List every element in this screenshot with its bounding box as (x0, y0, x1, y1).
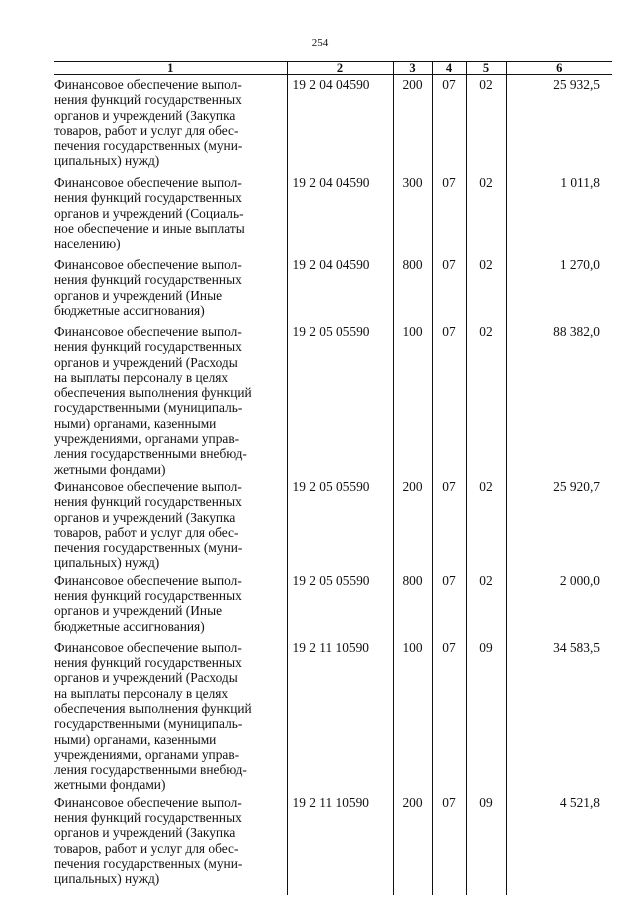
table-row (54, 322, 612, 477)
row-subsection: 02 (466, 173, 506, 255)
row-section: 07 (432, 75, 466, 174)
row-code: 19 2 11 10590 (287, 638, 393, 793)
header-col-5: 5 (466, 62, 506, 75)
row-subsection: 02 (466, 322, 506, 477)
header-col-1: 1 (54, 62, 287, 75)
row-section: 07 (432, 793, 466, 895)
row-code: 19 2 04 04590 (287, 75, 393, 174)
row-name: Финансовое обеспечение выпол- нения функций государственных органов и учреждений (Иные бюджетные ассигнования) (54, 571, 287, 638)
row-expense-type: 200 (393, 75, 432, 174)
page-number: 254 (311, 37, 329, 49)
row-code: 19 2 05 05590 (287, 322, 393, 477)
row-section: 07 (432, 638, 466, 793)
table-row (54, 75, 612, 174)
row-code: 19 2 04 04590 (287, 255, 393, 322)
row-amount: 1 011,8 (506, 173, 612, 255)
row-name: Финансовое обеспечение выпол- нения функций государственных органов и учреждений (Закупка товаров, работ и услуг для обес- печения государственных (муни- ципальных) нужд) (54, 477, 287, 571)
row-amount: 25 932,5 (506, 75, 612, 174)
row-expense-type: 100 (393, 638, 432, 793)
row-name: Финансовое обеспечение выпол- нения функций государственных органов и учреждений (Социаль- ное обеспечение и иные выплаты населению) (54, 173, 287, 255)
row-name: Финансовое обеспечение выпол- нения функций государственных органов и учреждений (Расходы на выплаты персоналу в целях обеспечения выполнения функций государственными (муниципаль- ными) органами, казенными учреждениями, органами управ- ления государственными внебюд- жетными фондами) (54, 638, 287, 793)
row-name: Финансовое обеспечение выпол- нения функций государственных органов и учреждений (Расходы на выплаты персоналу в целях обеспечения выполнения функций государственными (муниципаль- ными) органами, казенными учреждениями, органами управ- ления государственными внебюд- жетными фондами) (54, 322, 287, 477)
row-section: 07 (432, 255, 466, 322)
row-name: Финансовое обеспечение выпол- нения функций государственных органов и учреждений (Закупка товаров, работ и услуг для обес- печения государственных (муни- ципальных) нужд) (54, 75, 287, 174)
row-code: 19 2 05 05590 (287, 477, 393, 571)
row-amount: 1 270,0 (506, 255, 612, 322)
row-expense-type: 200 (393, 477, 432, 571)
row-subsection: 09 (466, 793, 506, 895)
row-section: 07 (432, 322, 466, 477)
row-section: 07 (432, 173, 466, 255)
header-col-3: 3 (393, 62, 432, 75)
header-col-6: 6 (506, 62, 612, 75)
row-expense-type: 800 (393, 255, 432, 322)
table-row (54, 255, 612, 322)
row-amount: 4 521,8 (506, 793, 612, 895)
row-subsection: 02 (466, 477, 506, 571)
row-subsection: 02 (466, 255, 506, 322)
row-subsection: 02 (466, 75, 506, 174)
row-expense-type: 800 (393, 571, 432, 638)
row-amount: 25 920,7 (506, 477, 612, 571)
row-amount: 88 382,0 (506, 322, 612, 477)
budget-table (54, 61, 612, 895)
row-expense-type: 300 (393, 173, 432, 255)
row-subsection: 09 (466, 638, 506, 793)
table-row (54, 571, 612, 638)
row-subsection: 02 (466, 571, 506, 638)
row-name: Финансовое обеспечение выпол- нения функций государственных органов и учреждений (Закупка товаров, работ и услуг для обес- печения государственных (муни- ципальных) нужд) (54, 793, 287, 895)
row-code: 19 2 04 04590 (287, 173, 393, 255)
header-col-2: 2 (287, 62, 393, 75)
table-row (54, 477, 612, 571)
row-amount: 34 583,5 (506, 638, 612, 793)
row-section: 07 (432, 477, 466, 571)
header-col-4: 4 (432, 62, 466, 75)
row-name: Финансовое обеспечение выпол- нения функций государственных органов и учреждений (Иные бюджетные ассигнования) (54, 255, 287, 322)
row-code: 19 2 05 05590 (287, 571, 393, 638)
row-amount: 2 000,0 (506, 571, 612, 638)
table-row (54, 793, 612, 895)
table-row (54, 638, 612, 793)
table-row (54, 173, 612, 255)
row-code: 19 2 11 10590 (287, 793, 393, 895)
row-expense-type: 100 (393, 322, 432, 477)
header-row (54, 62, 612, 75)
row-expense-type: 200 (393, 793, 432, 895)
row-section: 07 (432, 571, 466, 638)
